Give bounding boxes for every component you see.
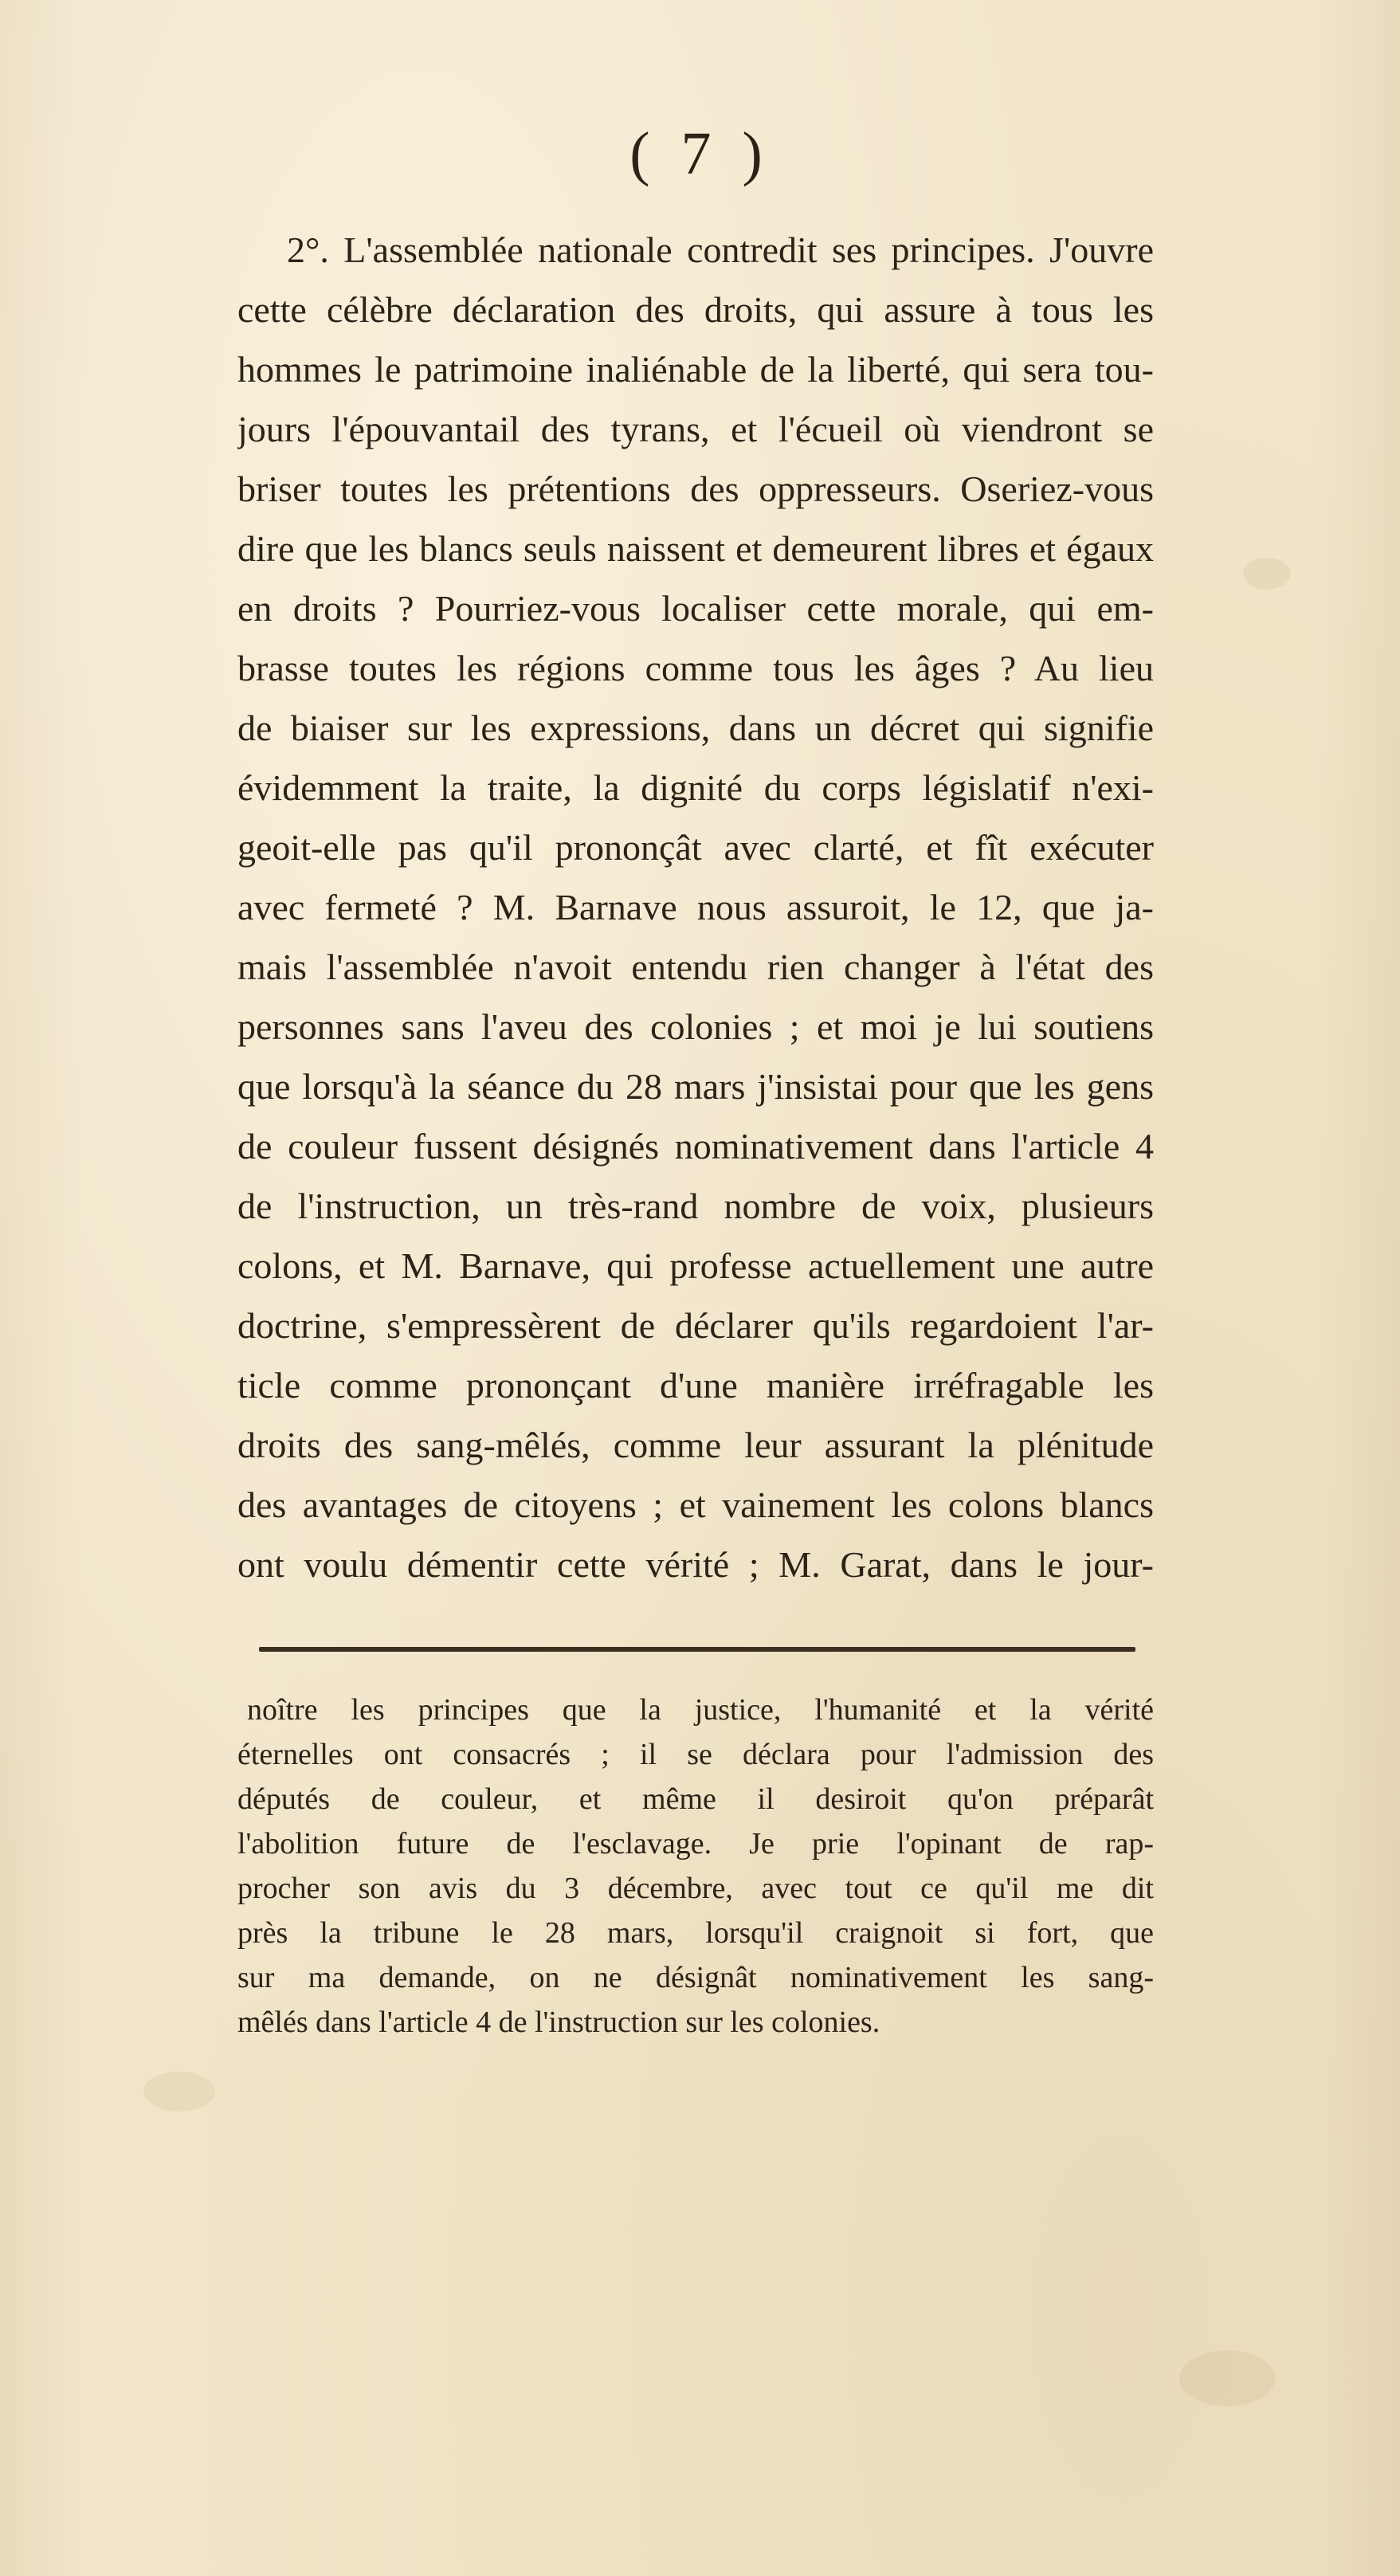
paper-stain — [1243, 558, 1291, 590]
footnote-divider — [259, 1647, 1135, 1652]
footnote-line: mêlés dans l'article 4 de l'instruction sur les colonies. — [237, 2006, 880, 2039]
main-text-block — [237, 220, 1154, 1594]
text-line: que lorsqu'à la séance du 28 mars j'insistai pour que les gens — [237, 1066, 1154, 1107]
footnote-line: noître les principes que la justice, l'humanité et la vérité — [247, 1693, 1154, 1727]
footnote-line: sur ma demande, on ne désignât nominativement les sang- — [237, 1961, 1154, 1994]
text-line: avec fermeté ? M. Barnave nous assuroit, le 12, que ja- — [237, 887, 1154, 927]
text-line: des avantages de citoyens ; et vainement les colons blancs — [237, 1484, 1154, 1525]
paper-stain — [143, 2072, 215, 2111]
text-line: de l'instruction, un très-rand nombre de voix, plusieurs — [237, 1186, 1154, 1226]
text-line: brasse toutes les régions comme tous les âges ? Au lieu — [237, 648, 1154, 688]
paper-stain — [1179, 2351, 1275, 2406]
footnote-block — [237, 1688, 1154, 2045]
text-line: geoit-elle pas qu'il prononçât avec clarté, et fît exécuter — [237, 827, 1154, 868]
text-line: colons, et M. Barnave, qui professe actuellement une autre — [237, 1245, 1154, 1286]
footnote-line: près la tribune le 28 mars, lorsqu'il craignoit si fort, que — [237, 1916, 1154, 1950]
text-line: dire que les blancs seuls naissent et demeurent libres et égaux — [237, 528, 1154, 569]
text-line: hommes le patrimoine inaliénable de la liberté, qui sera tou- — [237, 349, 1154, 390]
text-line: jours l'épouvantail des tyrans, et l'écueil où viendront se — [237, 409, 1154, 449]
text-line: mais l'assemblée n'avoit entendu rien changer à l'état des — [237, 947, 1154, 987]
text-line: de couleur fussent désignés nominativement dans l'article 4 — [237, 1126, 1154, 1166]
page-number: ( 7 ) — [629, 120, 771, 187]
text-line: doctrine, s'empressèrent de déclarer qu'ils regardoient l'ar- — [237, 1305, 1154, 1346]
text-line: cette célèbre déclaration des droits, qui assure à tous les — [237, 289, 1154, 330]
footnote-line: procher son avis du 3 décembre, avec tout ce qu'il me dit — [237, 1872, 1154, 1905]
footnote-line: éternelles ont consacrés ; il se déclara pour l'admission des — [237, 1738, 1154, 1771]
text-line: en droits ? Pourriez-vous localiser cette morale, qui em- — [237, 588, 1154, 629]
text-line: ticle comme prononçant d'une manière irréfragable les — [237, 1365, 1154, 1406]
text-line: 2°. L'assemblée nationale contredit ses principes. J'ouvre — [287, 229, 1154, 270]
footnote-line: députés de couleur, et même il desiroit qu'on préparât — [237, 1782, 1154, 1816]
text-line: personnes sans l'aveu des colonies ; et moi je lui soutiens — [237, 1006, 1154, 1047]
text-line: évidemment la traite, la dignité du corps législatif n'exi- — [237, 767, 1154, 808]
footnote-line: l'abolition future de l'esclavage. Je prie l'opinant de rap- — [237, 1827, 1154, 1860]
text-line: de biaiser sur les expressions, dans un décret qui signifie — [237, 708, 1154, 748]
text-line: ont voulu démentir cette vérité ; M. Garat, dans le jour- — [237, 1544, 1154, 1585]
text-line: droits des sang-mêlés, comme leur assurant la plénitude — [237, 1425, 1154, 1465]
text-line: briser toutes les prétentions des oppresseurs. Oseriez-vous — [237, 469, 1154, 509]
